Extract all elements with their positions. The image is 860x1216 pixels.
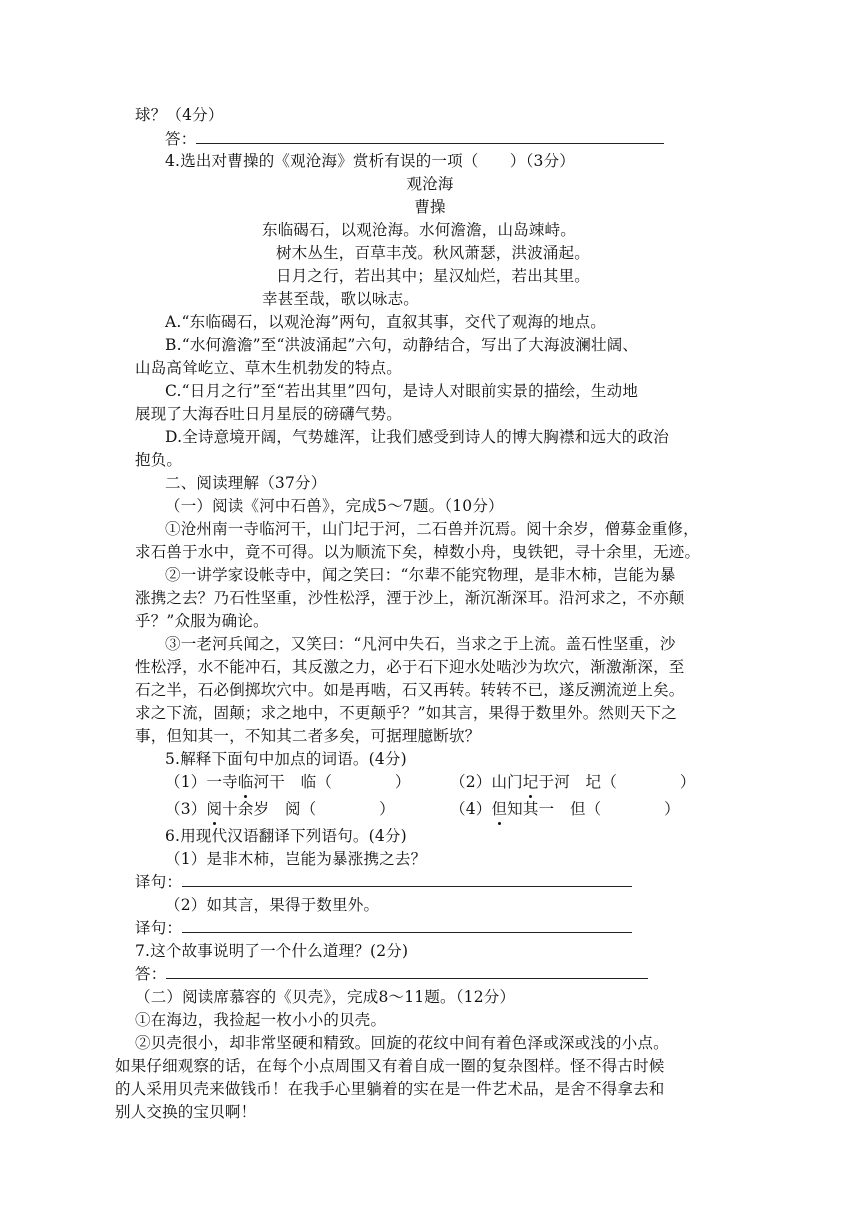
- question-4: 4.选出对曹操的《观沧海》赏析有误的一项（ ）（3分）: [165, 152, 576, 170]
- item-prefix: （1）一寺: [165, 773, 238, 791]
- option-b-line-2: 山岛高耸屹立、草木生机勃发的特点。: [135, 359, 402, 377]
- item-suffix: 知其一 但（ ）: [507, 800, 680, 818]
- translation-label: 译句：: [135, 873, 183, 891]
- question-5-item-4: [450, 798, 680, 820]
- answer-line-3: [165, 128, 664, 150]
- shell-p2-line-2: 如果仔细观察的话，在每个小点周围又有着自成一圈的复杂图样。怪不得古时候: [115, 1057, 665, 1075]
- item-suffix: 河干 临（ ）: [253, 773, 411, 791]
- dotted-word: 临: [237, 773, 254, 791]
- passage-p1-line-1: ①沧州南一寺临河干，山门圮于河，二石兽并沉焉。阅十余岁，僧募金重修，: [165, 520, 699, 538]
- poem-line-3: 日月之行，若出其中；星汉灿烂，若出其里。: [276, 267, 591, 285]
- question-6-item-2: （2）如其言，果得于数里外。: [165, 896, 380, 914]
- option-b-line-1: B.“水何澹澹”至“洪波涌起”六句，动静结合，写出了大海波澜壮阔、: [165, 336, 639, 354]
- item-suffix: 于河 圮（ ）: [538, 773, 696, 791]
- passage-p3-line-2: 性松浮，水不能冲石，其反激之力，必于石下迎水处啮沙为坎穴，渐激渐深，至: [135, 658, 685, 676]
- question-7: 7.这个故事说明了一个什么道理？(2分): [135, 942, 409, 960]
- passage-p3-line-4: 求之下流，固颠；求之地中，不更颠乎？”如其言，果得于数里外。然则天下之: [135, 704, 677, 722]
- shell-p2-line-3: 的人采用贝壳来做钱币！在我手心里躺着的实在是一件艺术品，是舍不得拿去和: [115, 1080, 665, 1098]
- question-6-item-1: （1）是非木柿，岂能为暴涨携之去？: [165, 850, 427, 868]
- dotted-word: 阅: [206, 800, 223, 818]
- item-prefix: （2）山门: [450, 773, 523, 791]
- answer-blank[interactable]: [196, 128, 664, 144]
- poem-line-2: 树木丛生，百草丰茂。秋风萧瑟，洪波涌起。: [276, 244, 591, 262]
- poem-line-4: 幸甚至哉，歌以咏志。: [262, 290, 420, 308]
- section-2-heading: 二、阅读理解（37分）: [165, 474, 327, 492]
- passage-p3-line-1: ③一老河兵闻之，又笑曰：“凡河中失石，当求之于上流。盖石性坚重，沙: [165, 635, 676, 653]
- question-3-tail: 球？（4分）: [135, 106, 224, 124]
- poem-line-1: 东临碣石，以观沧海。水何澹澹，山岛竦峙。: [262, 221, 577, 239]
- translation-line-1: [135, 871, 632, 893]
- subsection-1-heading: （一）阅读《河中石兽》，完成5～7题。（10分）: [165, 497, 504, 515]
- translation-line-2: [135, 917, 632, 939]
- passage-p3-line-5: 事，但知其一，不知其二者多矣，可据理臆断欤？: [135, 727, 481, 745]
- question-5-item-1: [165, 771, 411, 793]
- item-suffix: 十余岁 阅（ ）: [222, 800, 395, 818]
- poem-author: 曹操: [414, 198, 446, 216]
- item-prefix: （3）: [165, 800, 207, 818]
- option-c-line-1: C.“日月之行”至“若出其里”四句，是诗人对眼前实景的描绘，生动地: [165, 382, 639, 400]
- option-c-line-2: 展现了大海吞吐日月星辰的磅礴气势。: [135, 405, 402, 423]
- passage-p1-line-2: 求石兽于水中，竟不可得。以为顺流下矣，棹数小舟，曳铁钯，寻十余里，无迹。: [135, 543, 701, 561]
- dotted-word: 但: [491, 800, 508, 818]
- shell-p1: ①在海边，我捡起一枚小小的贝壳。: [135, 1011, 387, 1029]
- question-5-item-2: [450, 771, 696, 793]
- dotted-word: 圮: [522, 773, 539, 791]
- translation-label: 译句：: [135, 919, 183, 937]
- passage-p2-line-2: 涨携之去？乃石性坚重，沙性松浮，湮于沙上，渐沉渐深耳。沿河求之，不亦颠: [135, 589, 685, 607]
- question-5-item-3: [165, 798, 395, 820]
- passage-p2-line-1: ②一讲学家设帐寺中，闻之笑曰：“尔辈不能究物理，是非木柿，岂能为暴: [165, 566, 676, 584]
- option-a: A.“东临碣石，以观沧海”两句，直叙其事，交代了观海的地点。: [165, 313, 606, 331]
- answer-label: 答：: [135, 965, 167, 983]
- answer-blank[interactable]: [166, 963, 648, 979]
- shell-p2-line-1: ②贝壳很小，却非常坚硬和精致。回旋的花纹中间有着色泽或深或浅的小点。: [135, 1034, 669, 1052]
- translation-blank[interactable]: [182, 871, 632, 887]
- translation-blank[interactable]: [182, 917, 632, 933]
- option-d-line-2: 抱负。: [135, 451, 183, 469]
- item-prefix: （4）: [450, 800, 492, 818]
- passage-p3-line-3: 石之半，石必倒掷坎穴中。如是再啮，石又再转。转转不已，遂反溯流逆上矣。: [135, 681, 685, 699]
- shell-p2-line-4: 别人交换的宝贝啊！: [115, 1103, 257, 1121]
- answer-label: 答：: [165, 130, 197, 148]
- subsection-2-heading: （二）阅读席慕容的《贝壳》，完成8～11题。（12分）: [135, 988, 516, 1006]
- question-5: 5.解释下面句中加点的词语。(4分): [165, 750, 407, 768]
- passage-p2-line-3: 乎？”众服为确论。: [135, 612, 269, 630]
- option-d-line-1: D.全诗意境开阔，气势雄浑，让我们感受到诗人的博大胸襟和远大的政治: [165, 428, 669, 446]
- question-6: 6.用现代汉语翻译下列语句。(4分): [165, 827, 407, 845]
- answer-line-7: [135, 963, 648, 985]
- poem-title: 观沧海: [406, 175, 454, 193]
